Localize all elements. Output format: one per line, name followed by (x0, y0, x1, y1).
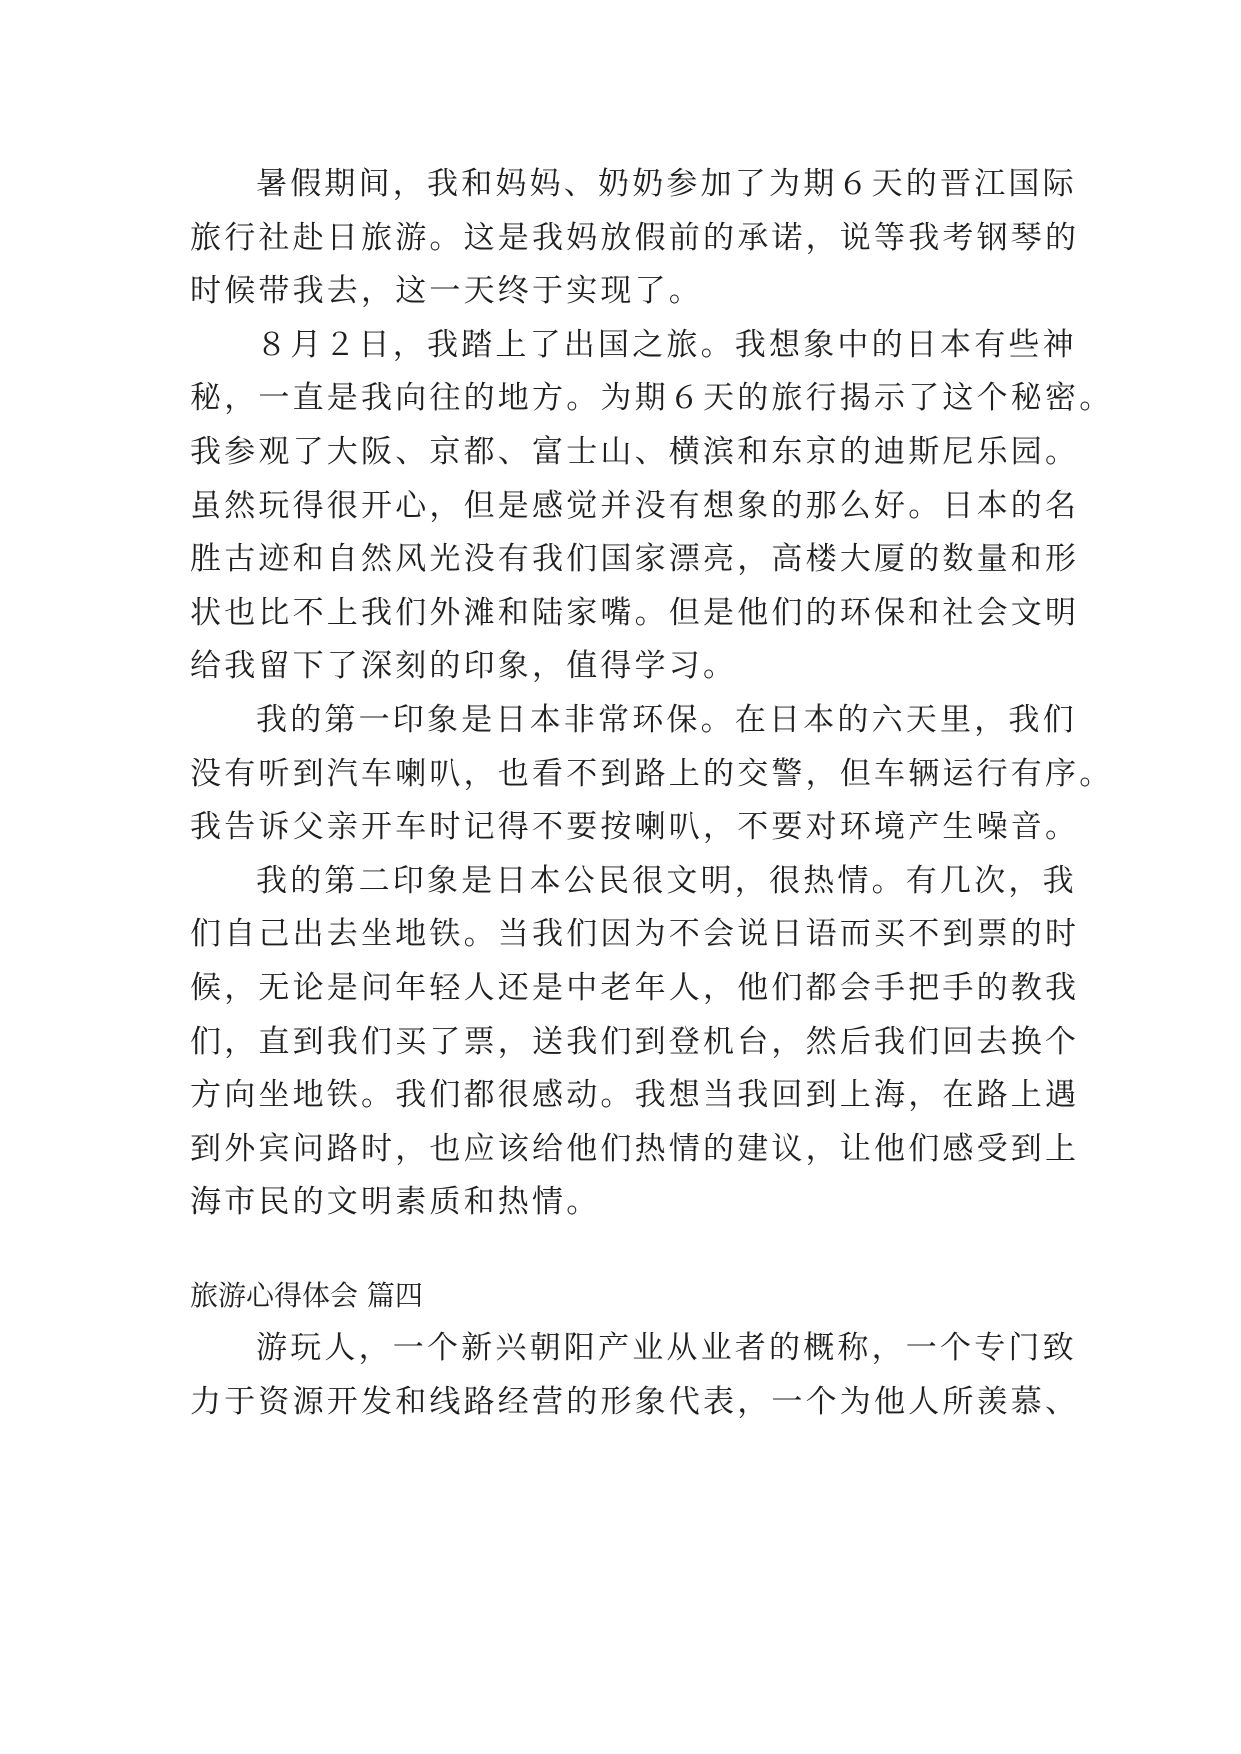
text-line: 到外宾问路时，也应该给他们热情的建议，让他们感受到上 (190, 1130, 1080, 1167)
text-line: 时候带我去，这一天终于实现了。 (190, 273, 703, 310)
text-line: 状也比不上我们外滩和陆家嘴。但是他们的环保和社会文明 (190, 594, 1080, 631)
text-line: 候，无论是问年轻人还是中老年人，他们都会手把手的教我 (190, 969, 1080, 1006)
text-line: 我的第二印象是日本公民很文明，很热情。有几次，我 (256, 862, 1077, 899)
text-line: 方向坐地铁。我们都很感动。我想当我回到上海，在路上遇 (190, 1077, 1080, 1114)
text-line: 海市民的文明素质和热情。 (190, 1184, 601, 1221)
text-line: 我告诉父亲开车时记得不要按喇叭，不要对环境产生噪音。 (190, 809, 1080, 846)
text-line: ８月２日，我踏上了出国之旅。我想象中的日本有些神 (256, 326, 1077, 363)
body-text (190, 158, 1114, 1430)
text-line: 我参观了大阪、京都、富士山、横滨和东京的迪斯尼乐园。 (190, 433, 1080, 470)
text-line: 暑假期间，我和妈妈、奶奶参加了为期６天的晋江国际 (256, 166, 1077, 202)
text-line: 我的第一印象是日本非常环保。在日本的六天里，我们 (256, 701, 1077, 738)
text-line: 虽然玩得很开心，但是感觉并没有想象的那么好。日本的名 (190, 487, 1080, 524)
text-line: 秘，一直是我向往的地方。为期６天的旅行揭示了这个秘密。 (190, 380, 1114, 417)
text-line: 胜古迹和自然风光没有我们国家漂亮，高楼大厦的数量和形 (190, 541, 1080, 578)
text-line: 游玩人，一个新兴朝阳产业从业者的概称，一个专门致 (256, 1330, 1077, 1367)
text-line: 旅行社赴日旅游。这是我妈放假前的承诺，说等我考钢琴的 (190, 219, 1080, 256)
text-line: 没有听到汽车喇叭，也看不到路上的交警，但车辆运行有序。 (190, 755, 1114, 792)
text-line: 力于资源开发和线路经营的形象代表，一个为他人所羡慕、 (190, 1384, 1080, 1421)
text-line: 们，直到我们买了票，送我们到登机台，然后我们回去换个 (190, 1023, 1080, 1060)
text-line: 们自己出去坐地铁。当我们因为不会说日语而买不到票的时 (190, 916, 1080, 953)
text-line: 给我留下了深刻的印象，值得学习。 (190, 648, 738, 685)
section-heading: 旅游心得体会 篇四 (190, 1278, 423, 1312)
